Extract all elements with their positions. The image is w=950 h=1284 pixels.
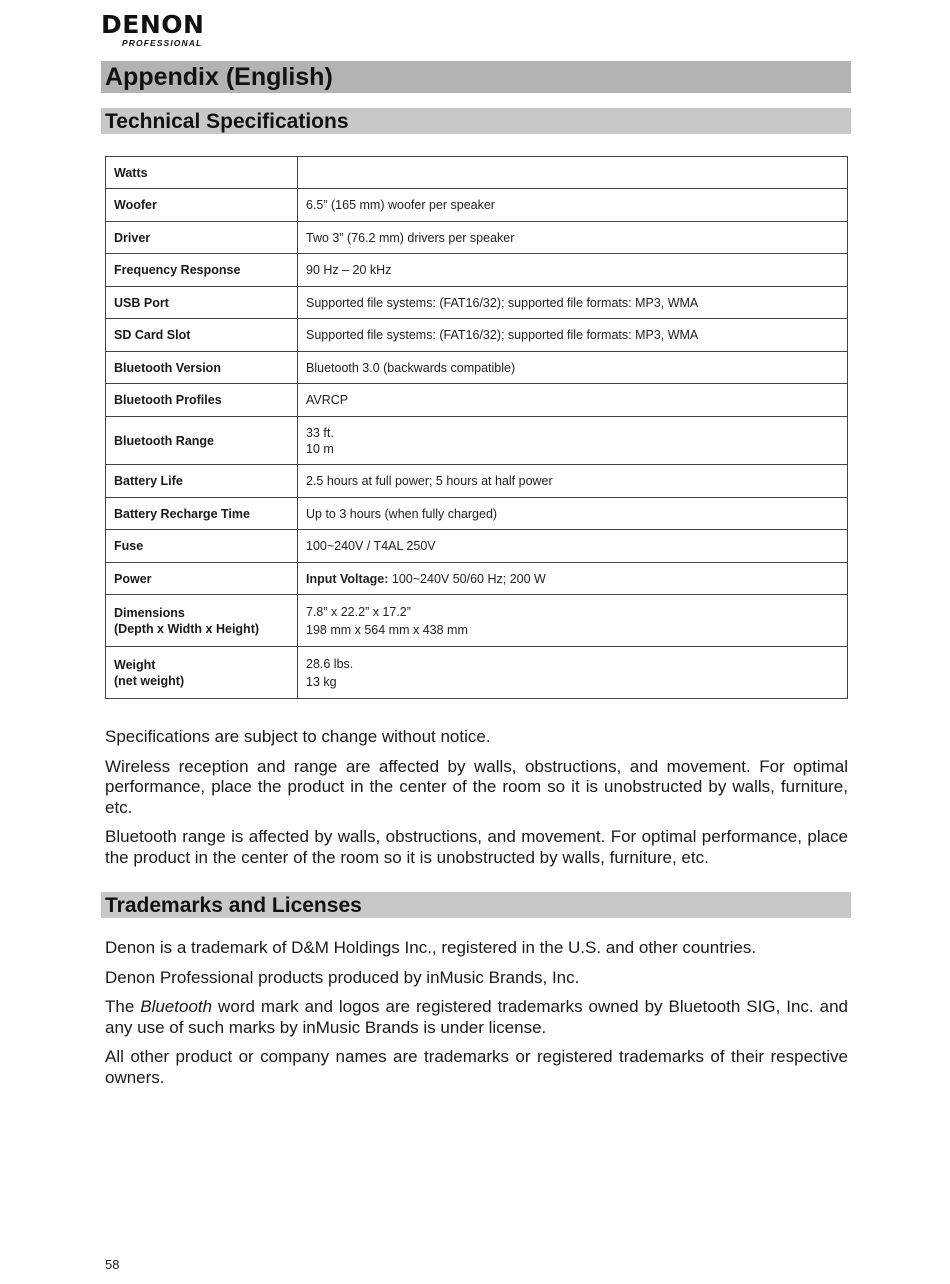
spec-value <box>298 319 848 352</box>
page-number: 58 <box>105 1257 120 1272</box>
spec-label <box>106 352 298 384</box>
spec-label <box>106 189 298 222</box>
note-paragraph: Specifications are subject to change without notice. <box>105 727 491 746</box>
spec-value-line <box>306 230 839 246</box>
spec-label <box>106 465 298 498</box>
trademark-paragraph: Denon is a trademark of D&M Holdings Inc., registered in the U.S. and other countries. <box>105 938 757 957</box>
spec-row <box>106 384 848 417</box>
spec-value <box>298 157 848 189</box>
spec-label <box>106 157 298 189</box>
spec-value-text: 7.8” x 22.2” x 17.2” <box>306 604 411 619</box>
spec-value-text: 100~240V / T4AL 250V <box>306 539 436 553</box>
specifications-table-body <box>106 157 848 699</box>
spec-label <box>106 254 298 287</box>
spec-value-line <box>306 295 839 311</box>
spec-label <box>106 384 298 417</box>
spec-label-text: Bluetooth Range <box>114 433 214 448</box>
spec-label <box>106 319 298 352</box>
spec-label-text: Watts <box>114 165 148 180</box>
spec-row <box>106 287 848 319</box>
spec-value <box>298 465 848 498</box>
spec-label-text: Weight <box>114 657 156 672</box>
spec-value-line <box>306 538 839 554</box>
trademark-paragraph <box>105 997 848 1038</box>
spec-row <box>106 563 848 595</box>
spec-value-text: 100~240V 50/60 Hz; 200 W <box>391 571 546 586</box>
spec-value <box>298 384 848 417</box>
spec-label-subtext: (Depth x Width x Height) <box>114 621 260 636</box>
spec-value-text: 6.5” (165 mm) woofer per speaker <box>306 198 495 212</box>
spec-label-text: Battery Recharge Time <box>114 506 250 521</box>
spec-value-line <box>306 262 839 278</box>
spec-value <box>298 498 848 530</box>
spec-value-text: Two 3” (76.2 mm) drivers per speaker <box>306 230 515 245</box>
spec-value-line <box>306 360 839 376</box>
spec-label-text: SD Card Slot <box>114 328 191 342</box>
spec-value-line <box>306 425 839 441</box>
spec-label-text: Frequency Response <box>114 263 241 277</box>
spec-label-text: Bluetooth Version <box>114 360 221 375</box>
spec-value <box>298 595 848 647</box>
spec-row <box>106 254 848 287</box>
spec-label <box>106 222 298 254</box>
spec-value-line: 10 m <box>306 441 334 456</box>
spec-row <box>106 498 848 530</box>
spec-label <box>106 647 298 699</box>
spec-value-line <box>306 571 839 587</box>
spec-value-text: 28.6 lbs. <box>306 656 354 671</box>
spec-label-text: USB Port <box>114 295 169 310</box>
spec-value-text: Bluetooth 3.0 (backwards compatible) <box>306 360 516 375</box>
spec-label <box>106 417 298 465</box>
spec-value-text: 90 Hz – 20 kHz <box>306 263 392 277</box>
spec-value-text: AVRCP <box>306 393 349 407</box>
spec-value <box>298 189 848 222</box>
spec-row <box>106 595 848 647</box>
text-span: word mark and logos are registered trademarks owned by Bluetooth SIG, Inc. and any use of such marks by inMusic Brands is under license. <box>105 997 848 1037</box>
note-paragraph: Bluetooth range is affected by walls, obstructions, and movement. For optimal performance, place the product in the center of the room so it is unobstructed by walls, furniture, etc. <box>105 827 848 867</box>
spec-value-line: 13 kg <box>306 674 337 689</box>
spec-value <box>298 352 848 384</box>
spec-label-text: Dimensions <box>114 605 185 620</box>
spec-value-text: Supported file systems: (FAT16/32); supported file formats: MP3, WMA <box>306 328 699 342</box>
trademark-paragraph: Denon Professional products produced by inMusic Brands, Inc. <box>105 967 580 987</box>
spec-value-line <box>306 197 839 213</box>
spec-label <box>106 287 298 319</box>
spec-row <box>106 465 848 498</box>
spec-row <box>106 647 848 699</box>
spec-row <box>106 319 848 352</box>
spec-value-bold: Input Voltage: <box>306 571 389 586</box>
spec-value-line <box>306 327 839 343</box>
spec-label-text: Woofer <box>114 198 157 212</box>
spec-value <box>298 287 848 319</box>
spec-value-text: Supported file systems: (FAT16/32); supported file formats: MP3, WMA <box>306 295 699 310</box>
spec-label-text: Driver <box>114 230 151 245</box>
spec-label-text: Battery Life <box>114 474 183 488</box>
spec-label-text: Fuse <box>114 539 144 553</box>
bluetooth-emphasis: Bluetooth <box>140 997 213 1016</box>
spec-value <box>298 222 848 254</box>
denon-professional-logo <box>101 11 204 48</box>
spec-value <box>298 530 848 563</box>
spec-notes <box>105 727 848 877</box>
spec-label <box>106 563 298 595</box>
spec-value-line <box>306 604 839 620</box>
spec-label <box>106 530 298 563</box>
spec-label-text: Bluetooth Profiles <box>114 393 222 407</box>
note-paragraph: Wireless reception and range are affected by walls, obstructions, and movement. For optimal performance, place the product in the center of the room so it is unobstructed by walls, furniture, etc. <box>105 756 848 817</box>
spec-value-line: 198 mm x 564 mm x 438 mm <box>306 622 468 637</box>
spec-label-subtext: (net weight) <box>114 673 185 688</box>
trademarks-section <box>105 938 848 1097</box>
specifications-table <box>105 156 848 699</box>
spec-value-line <box>306 473 839 489</box>
tech-specs-heading: Technical Specifications <box>101 108 851 134</box>
logo-subtitle: PROFESSIONAL <box>122 38 203 48</box>
spec-value <box>298 647 848 699</box>
spec-value <box>298 563 848 595</box>
spec-row <box>106 222 848 254</box>
spec-value-text: 2.5 hours at full power; 5 hours at half power <box>306 474 553 488</box>
spec-row <box>106 352 848 384</box>
spec-value-line <box>306 392 839 408</box>
appendix-heading: Appendix (English) <box>101 61 851 93</box>
spec-value-line <box>306 506 839 522</box>
trademarks-heading: Trademarks and Licenses <box>101 892 851 918</box>
spec-value <box>298 254 848 287</box>
spec-label <box>106 595 298 647</box>
text-span: The <box>105 997 141 1016</box>
spec-row <box>106 157 848 189</box>
spec-row <box>106 417 848 465</box>
trademark-paragraph: All other product or company names are trademarks or registered trademarks of their respective owners. <box>105 1047 848 1087</box>
spec-value <box>298 417 848 465</box>
spec-row <box>106 530 848 563</box>
spec-label-text: Power <box>114 571 152 586</box>
spec-value-text: 33 ft. <box>306 425 334 440</box>
spec-row <box>106 189 848 222</box>
spec-value-line <box>306 656 839 672</box>
spec-value-text: Up to 3 hours (when fully charged) <box>306 506 498 521</box>
logo-wordmark: DENON <box>101 10 205 39</box>
spec-label <box>106 498 298 530</box>
